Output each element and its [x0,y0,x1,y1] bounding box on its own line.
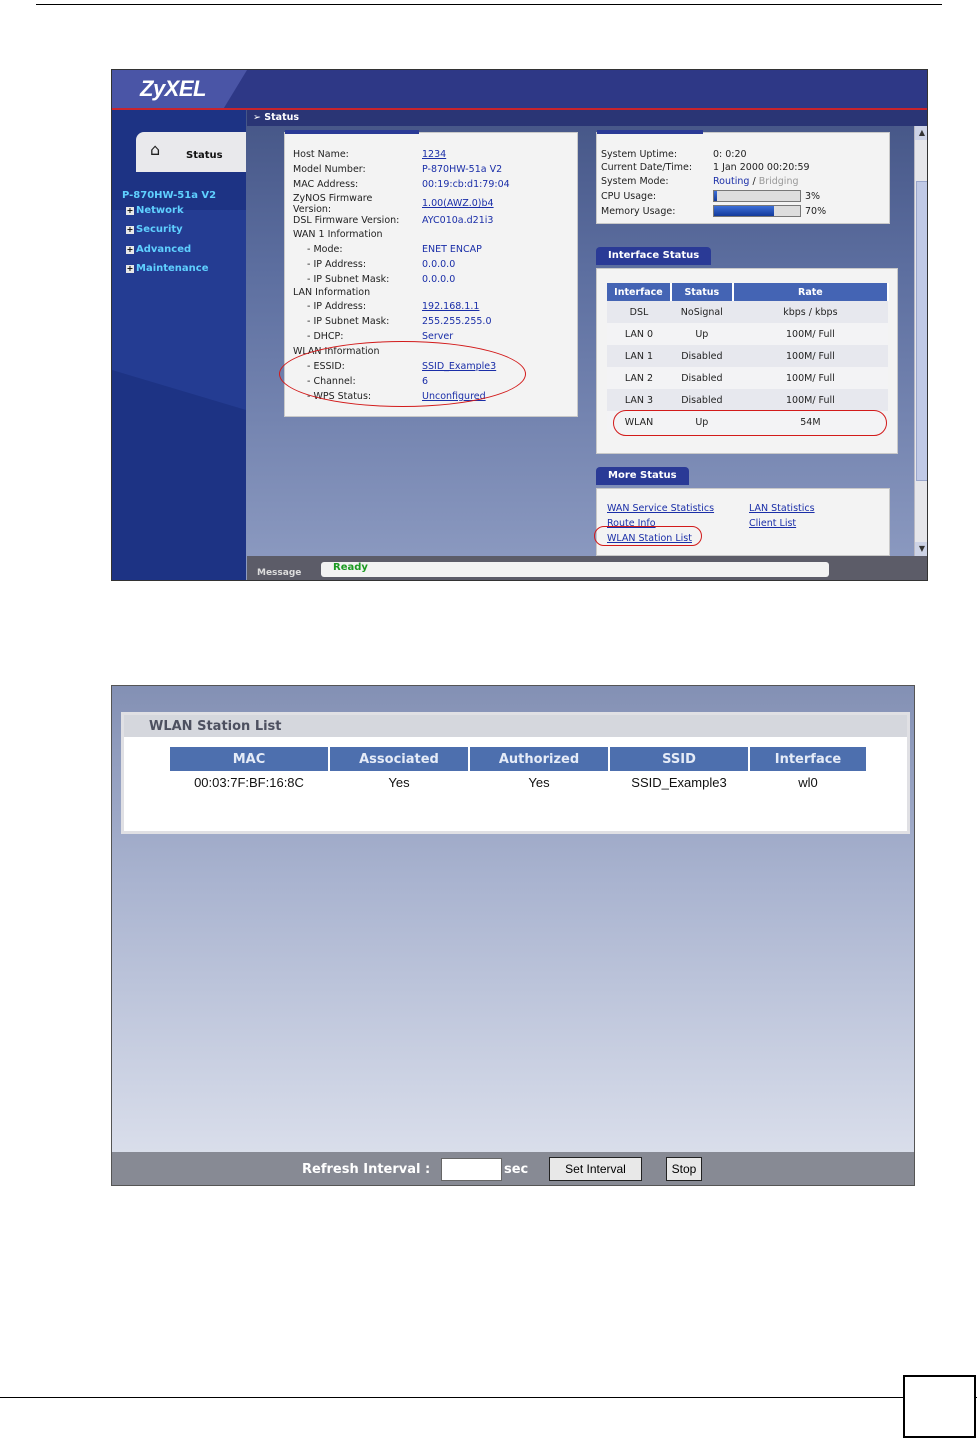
refresh-interval-label: Refresh Interval : [302,1162,431,1177]
expand-icon: + [126,264,134,273]
stop-button[interactable]: Stop [666,1157,702,1181]
table-row [607,345,888,367]
wan-ip-label: - IP Address: [307,259,367,270]
wlan-header: WLAN Information [293,346,380,357]
memory-usage-fill [714,206,774,216]
associated-cell: Yes [388,774,410,790]
table-row [607,323,888,345]
table-row [607,367,888,389]
interface-cell: LAN 1 [607,345,671,367]
status-tab-label: Status [186,150,223,161]
wlan-station-list-screenshot [111,685,915,1186]
header-rule [36,4,942,5]
scroll-thumb[interactable] [916,181,928,481]
lan-statistics-link[interactable]: LAN Statistics [749,503,815,514]
zynos-label: ZyNOS Firmware [293,193,373,204]
cpu-label: CPU Usage: [601,191,657,202]
interface-status-panel [596,268,898,454]
zyxel-logo: ZyXEL [140,76,206,101]
dsl-fw-label: DSL Firmware Version: [293,215,400,226]
column-header-ssid: SSID [610,747,748,771]
cpu-usage-bar [713,190,801,202]
sidebar-item-advanced[interactable] [126,244,191,255]
wan-service-statistics-link[interactable]: WAN Service Statistics [607,503,715,514]
rate-cell: kbps / kbps [733,301,888,323]
footer-rule [0,1397,977,1398]
table-row [170,771,866,793]
message-field: Ready [321,562,829,577]
client-list-link[interactable]: Client List [749,518,797,529]
lan-ip-link[interactable]: 192.168.1.1 [422,301,480,312]
lan-header: LAN Information [293,287,371,298]
sidebar-item-security[interactable] [126,224,183,235]
interface-cell: WLAN [607,411,671,433]
host-name-label: Host Name: [293,149,349,160]
refresh-bar [112,1152,915,1186]
interface-cell: LAN 0 [607,323,671,345]
expand-icon: + [126,245,134,254]
sidebar [112,110,246,581]
sidebar-model-name: P-870HW-51a V2 [122,190,217,201]
sidebar-item-network[interactable] [126,205,184,216]
uptime-label: System Uptime: [601,149,678,160]
interface-cell: DSL [607,301,671,323]
memory-usage-bar [713,205,801,217]
host-name-link[interactable]: 1234 [422,149,447,160]
essid-link[interactable]: SSID_Example3 [422,361,497,372]
wlan-title-bar [124,715,907,737]
router-icon: ⌂ [150,140,161,159]
wan-ip-value: 0.0.0.0 [422,259,456,270]
sidebar-item-maintenance[interactable] [126,263,209,274]
datetime-value: 1 Jan 2000 00:20:59 [713,162,810,173]
zynos-label-2: Version: [293,204,332,215]
mac-label: MAC Address: [293,179,359,190]
message-label: Message [257,568,302,578]
mac-cell: 00:03:7F:BF:16:8C [194,774,304,790]
rate-cell: 54M [733,411,888,433]
rate-cell: 100M/ Full [733,389,888,411]
status-cell: Up [671,411,733,433]
scroll-up-icon[interactable]: ▲ [915,126,928,140]
panel-top-accent [597,130,703,134]
dsl-fw-value: AYC010a.d21i3 [422,215,494,226]
dhcp-label: - DHCP: [307,331,344,342]
breadcrumb [247,110,928,126]
mode-value: ENET ENCAP [422,244,482,255]
column-header-mac: MAC [170,747,328,771]
vertical-scrollbar[interactable] [914,126,928,556]
column-header-rate: Rate [733,283,888,301]
sec-label: sec [504,1162,529,1177]
expand-icon: + [126,206,134,215]
interface-cell: wl0 [798,774,818,790]
lan-ip-label: - IP Address: [307,301,367,312]
column-header-authorized: Authorized [470,747,608,771]
system-status-panel [596,132,890,224]
cpu-usage-fill [714,191,717,201]
column-header-interface: Interface [607,283,671,301]
datetime-label: Current Date/Time: [601,162,693,173]
page-number-box [903,1375,976,1438]
wlan-station-list-panel [121,712,910,834]
sidebar-item-label: Network [136,205,184,216]
table-row [607,301,888,323]
more-status-panel [596,488,890,556]
column-header-status: Status [671,283,733,301]
device-info-panel [284,132,578,417]
memory-label: Memory Usage: [601,206,676,217]
page-title: WLAN Station List [149,719,282,734]
cpu-value: 3% [805,191,821,202]
message-bar [247,556,928,581]
table-row [607,389,888,411]
channel-label: - Channel: [307,376,356,387]
set-interval-button[interactable]: Set Interval [549,1157,642,1181]
highlight-wlan-row [613,410,887,436]
wan-mask-value: 0.0.0.0 [422,274,456,285]
interface-cell: LAN 3 [607,389,671,411]
highlight-wlan-station-link [594,526,702,546]
interface-cell: LAN 2 [607,367,671,389]
wps-link[interactable]: Unconfigured [422,391,486,402]
ssid-cell: SSID_Example3 [631,774,727,790]
memory-value: 70% [805,206,827,217]
scroll-down-icon[interactable]: ▼ [915,542,928,556]
system-mode-value [713,176,799,187]
sidebar-item-label: Security [136,224,183,235]
highlight-ellipse [279,341,526,407]
channel-value: 6 [422,376,429,387]
status-cell: Disabled [671,345,733,367]
status-cell: Up [671,323,733,345]
rate-cell: 100M/ Full [733,345,888,367]
mac-value: 00:19:cb:d1:79:04 [422,179,510,190]
arrow-icon: ➢ [253,112,265,123]
wlan-station-list-link[interactable]: WLAN Station List [607,533,692,544]
sidebar-item-label: Advanced [136,244,192,255]
panel-top-accent [285,130,419,134]
model-number-label: Model Number: [293,164,366,175]
wps-label: - WPS Status: [307,391,372,402]
essid-label: - ESSID: [307,361,345,372]
sidebar-item-label: Maintenance [136,263,209,274]
column-header-interface: Interface [750,747,866,771]
system-mode-label: System Mode: [601,176,669,187]
expand-icon: + [126,225,134,234]
mode-label: - Mode: [307,244,343,255]
uptime-value: 0: 0:20 [713,149,747,160]
rate-cell: 100M/ Full [733,367,888,389]
banner [112,70,928,110]
mode-separator: / [749,176,759,187]
status-cell: Disabled [671,389,733,411]
route-info-link[interactable]: Route Info [607,518,656,529]
rate-cell: 100M/ Full [733,323,888,345]
lan-mask-value: 255.255.255.0 [422,316,492,327]
interface-status-tab: Interface Status [596,247,711,265]
zynos-link[interactable]: 1.00(AWZ.0)b4 [422,198,494,209]
authorized-cell: Yes [528,774,550,790]
refresh-interval-input[interactable] [441,1158,502,1181]
column-header-associated: Associated [330,747,468,771]
lan-mask-label: - IP Subnet Mask: [307,316,390,327]
station-table [168,747,868,793]
wan-mask-label: - IP Subnet Mask: [307,274,390,285]
status-cell: Disabled [671,367,733,389]
model-number-value: P-870HW-51a V2 [422,164,503,175]
more-status-tab: More Status [596,467,689,485]
mode-bridging: Bridging [758,176,799,187]
mode-routing: Routing [713,176,750,187]
status-screenshot [111,69,928,581]
wan-header: WAN 1 Information [293,229,383,240]
status-tab[interactable] [136,132,246,172]
breadcrumb-label: Status [264,112,300,123]
sidebar-panel [112,210,246,410]
status-cell: NoSignal [671,301,733,323]
dhcp-value: Server [422,331,454,342]
